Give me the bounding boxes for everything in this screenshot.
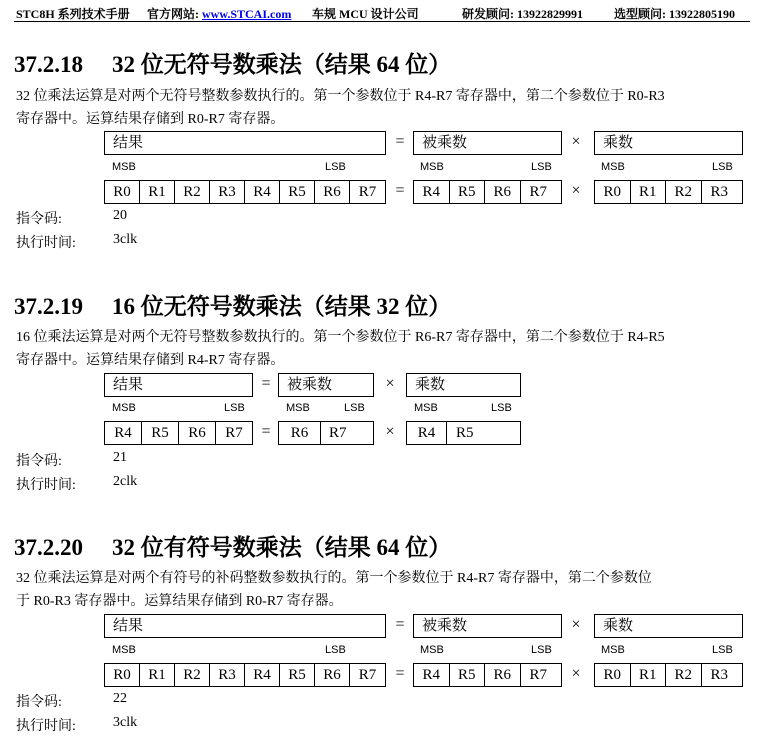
section-number: 37.2.19 [14,294,83,319]
multiplier-label: 乘数 [415,377,446,393]
section-number: 37.2.18 [14,52,83,77]
section-description [16,326,740,372]
section-description [16,85,740,131]
opcode-label: 指令码: [16,695,62,710]
result-box [104,614,386,638]
register-cell: R1 [631,181,667,203]
description-line: 寄存器中。运算结果存储到 R4-R7 寄存器。 [16,353,285,368]
opcode-value: 20 [113,208,127,223]
multiplicand-box [413,614,562,638]
register-cell: R2 [666,181,702,203]
register-cell: R4 [245,664,280,686]
selection-consultant: 选型顾问: 13922805190 [614,7,735,21]
register-cell: R3 [210,181,245,203]
multiplier-box [594,131,743,155]
multiplicand-box [278,373,374,397]
times-sign: × [571,133,581,150]
exec-time-label: 执行时间: [16,478,76,493]
site-link[interactable]: www.STCAI.com [202,7,292,21]
register-cell: R0 [105,664,140,686]
header-divider [14,21,750,22]
register-cell: R7 [358,184,377,200]
equals-sign: = [395,616,405,633]
multiplicand-registers [278,421,374,445]
section-number: 37.2.20 [14,535,83,560]
times-sign: × [385,375,395,392]
result-box [104,373,253,397]
description-line: 于 R0-R3 寄存器中。运算结果存储到 R0-R7 寄存器。 [16,594,343,609]
multiplicand-registers [413,663,562,687]
msb-label: MSB [601,161,625,173]
lsb-label: LSB [325,161,346,173]
lsb-label: LSB [712,644,733,656]
register-cell: R4 [414,664,450,686]
register-cell: R5 [142,422,179,444]
multiplicand-box [413,131,562,155]
exec-time-value: 2clk [113,474,138,489]
msb-label: MSB [112,644,136,656]
msb-label: MSB [420,161,444,173]
section-title: 16 位无符号数乘法（结果 32 位） [112,294,452,319]
result-label: 结果 [113,135,144,151]
description-line: 16 位乘法运算是对两个无符号整数参数执行的。第一个参数位于 R6-R7 寄存器中，第二个参数位于 R4-R5 [16,330,665,345]
exec-time-label: 执行时间: [16,236,76,251]
lsb-label: LSB [344,402,365,414]
opcode-row [16,450,127,470]
times-sign: × [571,182,581,199]
multiplicand-registers [413,180,562,204]
exec-time-row [16,232,138,252]
equals-sign: = [395,182,405,199]
register-cell: R2 [666,664,702,686]
register-cell: R2 [175,181,210,203]
lsb-label: LSB [531,644,552,656]
page-header [0,0,766,22]
multiplicand-label: 被乘数 [422,135,468,151]
register-cell: R6 [315,664,350,686]
multiplier-box [594,614,743,638]
opcode-row [16,691,127,711]
opcode-value: 22 [113,691,127,706]
result-registers [104,421,253,445]
register-cell: R4 [414,181,450,203]
equals-sign: = [395,665,405,682]
section-description [16,567,740,613]
section-title: 32 位无符号数乘法（结果 64 位） [112,52,452,77]
section-title: 32 位有符号数乘法（结果 64 位） [112,535,452,560]
exec-time-value: 3clk [113,232,138,247]
exec-time-label: 执行时间: [16,719,76,734]
opcode-label: 指令码: [16,212,62,227]
times-sign: × [571,665,581,682]
result-box [104,131,386,155]
msb-label: MSB [601,644,625,656]
multiplier-box [406,373,521,397]
register-cell: R0 [595,181,631,203]
register-cell: R0 [595,664,631,686]
register-cell: R0 [105,181,140,203]
multiplier-registers [406,421,521,445]
register-cell: R3 [210,664,245,686]
lsb-label: LSB [712,161,733,173]
register-cell: R6 [315,181,350,203]
register-cell: R7 [529,667,547,683]
register-cell: R3 [710,667,728,683]
result-registers [104,180,386,204]
msb-label: MSB [414,402,438,414]
equals-sign: = [261,375,271,392]
msb-label: MSB [112,402,136,414]
section-heading [14,288,451,321]
exec-time-value: 3clk [113,715,138,730]
description-line: 寄存器中。运算结果存储到 R0-R7 寄存器。 [16,112,285,127]
lsb-label: LSB [491,402,512,414]
equals-sign: = [395,133,405,150]
register-cell: R4 [245,181,280,203]
multiplicand-label: 被乘数 [287,377,333,393]
equals-sign: = [261,423,271,440]
register-cell: R6 [179,422,216,444]
msb-label: MSB [420,644,444,656]
msb-label: MSB [112,161,136,173]
exec-time-row [16,474,138,494]
site-label: 官方网站: [147,7,202,21]
lsb-label: LSB [325,644,346,656]
multiplier-label: 乘数 [603,135,634,151]
register-cell: R5 [456,425,474,441]
times-sign: × [571,616,581,633]
times-sign: × [385,423,395,440]
register-cell: R5 [450,181,486,203]
register-cell: R7 [529,184,547,200]
opcode-row [16,208,127,228]
register-cell: R1 [631,664,667,686]
register-cell: R7 [329,425,347,441]
description-line: 32 位乘法运算是对两个有符号的补码整数参数执行的。第一个参数位于 R4-R7 寄存器中，第二个参数位 [16,571,652,586]
lsb-label: LSB [531,161,552,173]
register-cell: R5 [280,181,315,203]
exec-time-row [16,715,138,735]
register-cell: R5 [280,664,315,686]
register-cell: R7 [358,667,377,683]
register-cell: R6 [279,422,321,444]
section-heading [14,529,451,562]
register-cell: R1 [140,181,175,203]
section-heading [14,46,451,79]
register-cell: R6 [485,181,521,203]
register-cell: R2 [175,664,210,686]
opcode-label: 指令码: [16,454,62,469]
result-label: 结果 [113,377,144,393]
rd-consultant: 研发顾问: 13922829991 [462,7,583,21]
register-cell: R7 [225,425,243,441]
multiplicand-label: 被乘数 [422,618,468,634]
register-cell: R6 [485,664,521,686]
description-line: 32 位乘法运算是对两个无符号整数参数执行的。第一个参数位于 R4-R7 寄存器中，第二个参数位于 R0-R3 [16,89,665,104]
lsb-label: LSB [224,402,245,414]
manual-title: STC8H 系列技术手册 [16,7,130,21]
msb-label: MSB [286,402,310,414]
register-cell: R3 [710,184,728,200]
register-cell: R1 [140,664,175,686]
result-registers [104,663,386,687]
official-site [147,5,291,22]
multiplier-registers [594,180,743,204]
register-cell: R5 [450,664,486,686]
result-label: 结果 [113,618,144,634]
opcode-value: 21 [113,450,127,465]
multiplier-registers [594,663,743,687]
register-cell: R4 [105,422,142,444]
multiplier-label: 乘数 [603,618,634,634]
company-slogan: 车规 MCU 设计公司 [312,7,419,21]
register-cell: R4 [407,422,447,444]
